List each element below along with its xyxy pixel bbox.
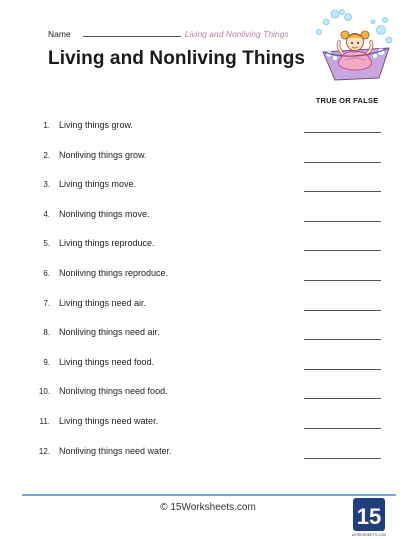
question-row xyxy=(0,120,416,134)
question-text: Living things need air. xyxy=(59,297,147,308)
question-row xyxy=(0,416,416,430)
logo-caption: WORKSHEETS.COM xyxy=(352,533,386,537)
question-number: 2. xyxy=(43,150,50,160)
question-row xyxy=(0,327,416,341)
question-text: Living things need water. xyxy=(59,416,159,426)
question-row xyxy=(0,386,416,400)
question-row xyxy=(0,446,416,460)
girl-bathtub-icon xyxy=(315,8,397,86)
topic-label: Living and Nonliving Things xyxy=(184,29,289,39)
name-row xyxy=(48,25,289,39)
answer-blank-line[interactable] xyxy=(304,162,381,163)
answer-blank-line[interactable] xyxy=(304,428,381,429)
question-number: 4. xyxy=(43,209,50,219)
question-text: Nonliving things need food. xyxy=(59,386,168,397)
answer-blank-line[interactable] xyxy=(304,310,381,311)
answer-blank-line[interactable] xyxy=(304,250,381,251)
question-text: Nonliving things reproduce. xyxy=(59,268,169,278)
question-number: 6. xyxy=(43,269,50,278)
question-number: 7. xyxy=(43,298,50,308)
answer-blank-line[interactable] xyxy=(304,458,381,459)
question-row xyxy=(0,150,416,164)
question-text: Nonliving things grow. xyxy=(59,149,147,160)
name-blank-line[interactable] xyxy=(83,36,181,37)
footer-divider xyxy=(22,494,396,496)
answer-blank-line[interactable] xyxy=(304,132,381,133)
question-text: Living things reproduce. xyxy=(59,238,155,249)
question-number: 1. xyxy=(43,121,50,130)
name-label: Name xyxy=(48,29,71,39)
15worksheets-logo-icon xyxy=(352,497,386,537)
question-text: Living things grow. xyxy=(59,120,134,130)
answer-blank-line[interactable] xyxy=(304,191,381,192)
question-row xyxy=(0,357,416,371)
answer-blank-line[interactable] xyxy=(304,398,381,399)
footer-site-credit: © 15Worksheets.com xyxy=(160,502,256,513)
question-row xyxy=(0,179,416,193)
question-row xyxy=(0,298,416,312)
true-or-false-header: TRUE OR FALSE xyxy=(315,96,379,105)
question-text: Nonliving things need air. xyxy=(59,327,160,338)
question-text: Nonliving things need water. xyxy=(59,445,172,456)
logo-number: 15 xyxy=(356,504,382,529)
question-row xyxy=(0,209,416,223)
question-row xyxy=(0,238,416,252)
question-text: Living things move. xyxy=(59,179,137,190)
question-number: 8. xyxy=(43,328,50,338)
question-number: 3. xyxy=(43,180,50,190)
worksheet-title: Living and Nonliving Things xyxy=(48,48,306,69)
answer-blank-line[interactable] xyxy=(304,339,381,340)
answer-blank-line[interactable] xyxy=(304,221,381,222)
question-text: Living things need food. xyxy=(59,356,155,367)
question-number: 10. xyxy=(38,387,50,397)
question-number: 9. xyxy=(43,357,50,367)
question-number: 11. xyxy=(39,417,50,426)
answer-blank-line[interactable] xyxy=(304,369,381,370)
question-row xyxy=(0,268,416,282)
question-number: 5. xyxy=(43,239,50,249)
question-number: 12. xyxy=(38,446,50,456)
answer-blank-line[interactable] xyxy=(304,280,381,281)
question-text: Nonliving things move. xyxy=(59,208,150,219)
